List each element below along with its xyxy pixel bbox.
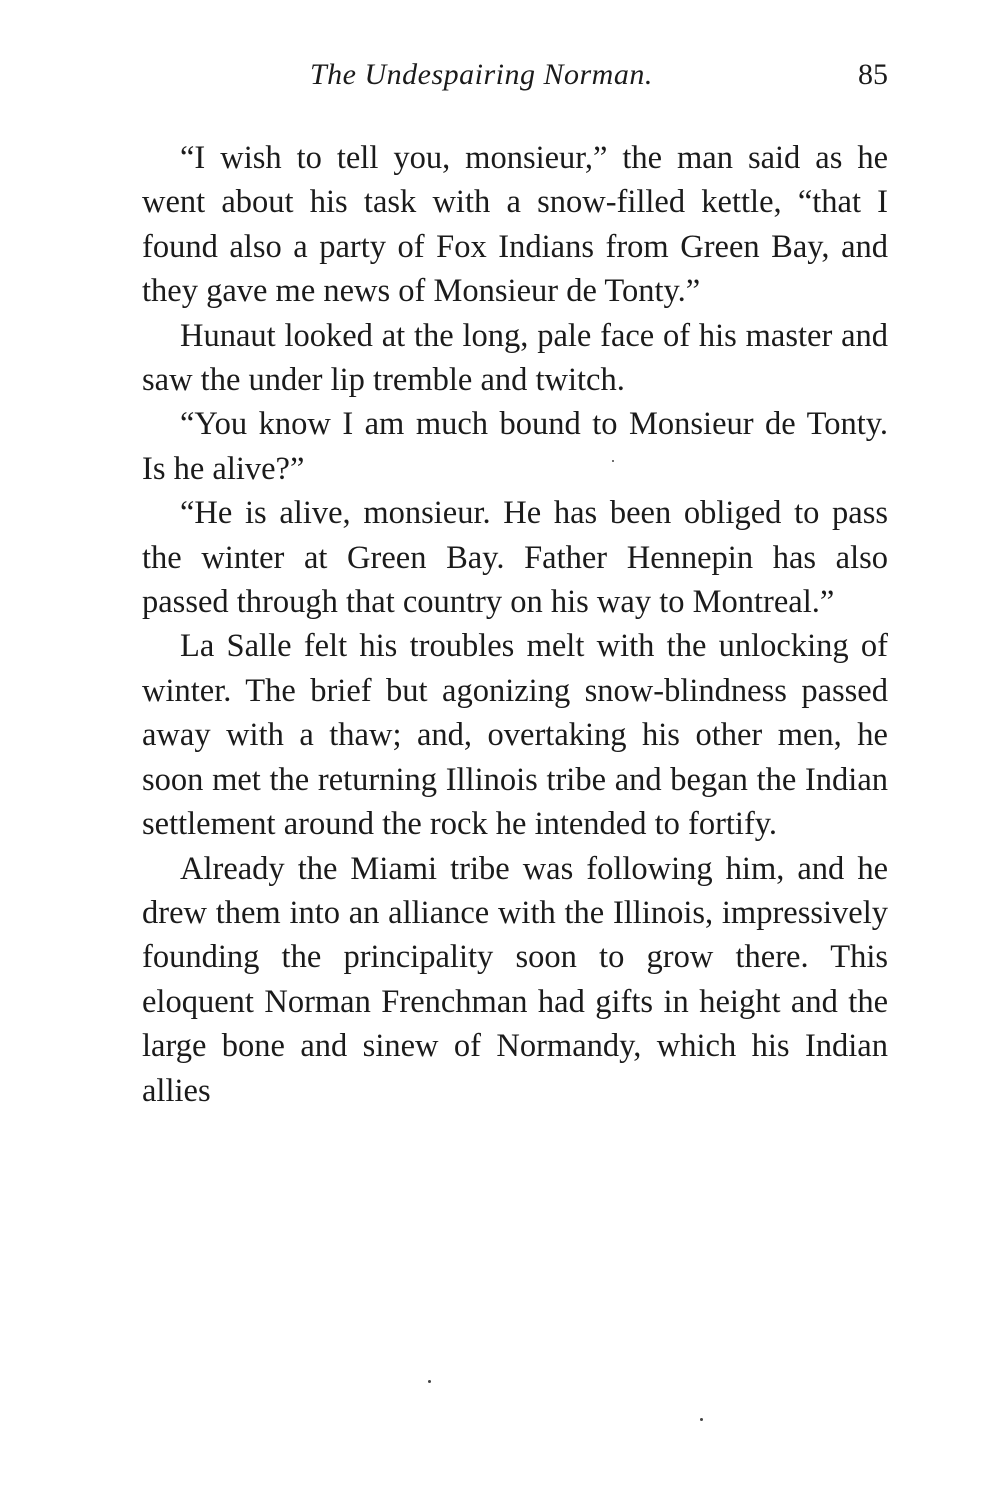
paragraph: “I wish to tell you, monsieur,” the man said as he went about his task with a snow-filled kettle, “that I found also a party of Fox Indians from Green Bay, and they gave me news of Monsieur de Tonty.” [142, 140, 888, 310]
ink-speck [700, 1418, 703, 1421]
running-head [142, 58, 888, 102]
paragraph: “You know I am much bound to Monsieur de Tonty. Is he alive?” [142, 406, 888, 487]
running-title: The Undespairing Norman. [310, 58, 653, 91]
body-text [142, 136, 888, 1113]
page-number: 85 [858, 58, 888, 91]
ink-speck [612, 460, 614, 462]
ink-speck [428, 1380, 431, 1383]
paragraph: Hunaut looked at the long, pale face of his master and saw the under lip tremble and twitch. [142, 317, 888, 399]
paragraph: La Salle felt his troubles melt with the unlocking of winter. The brief but agonizing snow-blindness passed away with a thaw; and, overtaking his other men, he soon met the returning Illinois tribe and began the Indian settlement around the rock he intended to fortify. [142, 628, 888, 843]
paragraph: “He is alive, monsieur. He has been obliged to pass the winter at Green Bay. Father Hennepin has also passed through that country on his way to Montreal.” [142, 495, 888, 621]
paragraph: Already the Miami tribe was following him, and he drew them into an alliance with the Illinois, impressively founding the principality soon to grow there. This eloquent Norman Frenchman had gifts in height and the large bone and sinew of Normandy, which his Indian allies [142, 850, 888, 1109]
